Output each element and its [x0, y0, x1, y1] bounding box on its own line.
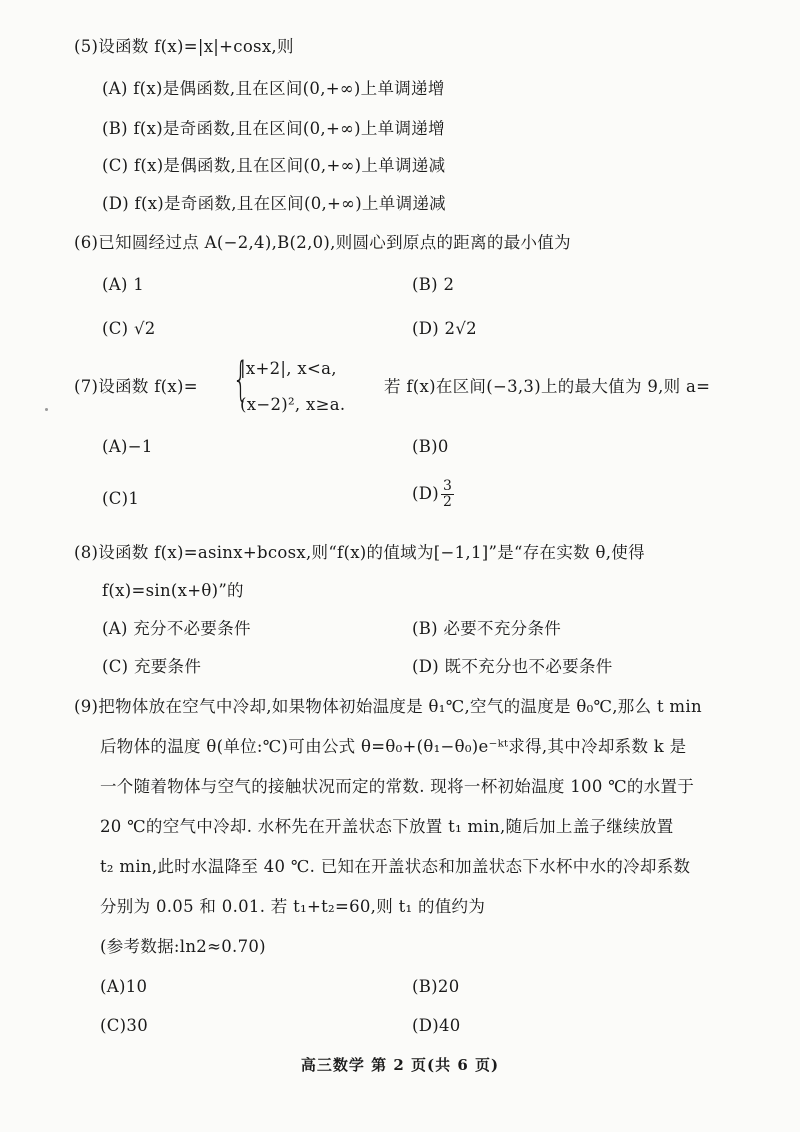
q7-case-1: |x+2|, x<a, — [240, 359, 337, 378]
q5-option-a: (A) f(x)是偶函数,且在区间(0,+∞)上单调递增 — [102, 79, 445, 98]
q9-option-a: (A)10 — [100, 977, 148, 996]
q9-line-1: (9)把物体放在空气中冷却,如果物体初始温度是 θ₁℃,空气的温度是 θ₀℃,那么 t min — [74, 697, 702, 716]
q9-line-2: 后物体的温度 θ(单位:℃)可由公式 θ=θ₀+(θ₁−θ₀)e⁻ᵏᵗ求得,其中冷却系数 k 是 — [100, 737, 687, 756]
q7-case-2: (x−2)², x≥a. — [240, 395, 346, 414]
q9-option-b: (B)20 — [412, 977, 460, 996]
q8-stem-line-1: (8)设函数 f(x)=asinx+bcosx,则“f(x)的值域为[−1,1]”是“存在实数 θ,使得 — [74, 543, 645, 562]
q6-stem: (6)已知圆经过点 A(−2,4),B(2,0),则圆心到原点的距离的最小值为 — [74, 233, 571, 252]
q7-option-b: (B)0 — [412, 437, 449, 456]
q5-option-c: (C) f(x)是偶函数,且在区间(0,+∞)上单调递减 — [102, 156, 446, 175]
page-footer: 高三数学 第 2 页(共 6 页) — [300, 1056, 500, 1074]
q6-option-a: (A) 1 — [102, 275, 145, 294]
q7-option-d-numerator: 3 — [443, 478, 453, 494]
q5-stem: (5)设函数 f(x)=|x|+cosx,则 — [74, 37, 294, 56]
q6-option-b: (B) 2 — [412, 275, 455, 294]
q8-option-d: (D) 既不充分也不必要条件 — [412, 657, 613, 676]
q7-option-d-fraction — [441, 479, 454, 510]
q7-option-d-label: (D) — [412, 484, 440, 503]
q5-option-d: (D) f(x)是奇函数,且在区间(0,+∞)上单调递减 — [102, 194, 446, 213]
q7-option-c: (C)1 — [102, 489, 140, 508]
q8-option-b: (B) 必要不充分条件 — [412, 619, 562, 638]
q6-option-d: (D) 2√2 — [412, 319, 477, 338]
q9-line-4: 20 ℃的空气中冷却. 水杯先在开盖状态下放置 t₁ min,随后加上盖子继续放置 — [100, 817, 674, 836]
q5-option-b: (B) f(x)是奇函数,且在区间(0,+∞)上单调递增 — [102, 119, 445, 138]
q9-option-d: (D)40 — [412, 1016, 461, 1035]
q7-option-a: (A)−1 — [102, 437, 153, 456]
q8-option-c: (C) 充要条件 — [102, 657, 202, 676]
q7-option-d — [412, 479, 454, 510]
q9-line-3: 一个随着物体与空气的接触状况而定的常数. 现将一杯初始温度 100 ℃的水置于 — [100, 777, 695, 796]
piecewise-brace: { — [232, 352, 249, 406]
q9-line-6: 分别为 0.05 和 0.01. 若 t₁+t₂=60,则 t₁ 的值约为 — [100, 897, 486, 916]
q9-option-c: (C)30 — [100, 1016, 148, 1035]
q6-option-c: (C) √2 — [102, 319, 156, 338]
scan-speck — [45, 408, 48, 411]
q7-option-d-denominator: 2 — [443, 494, 453, 510]
q9-line-5: t₂ min,此时水温降至 40 ℃. 已知在开盖状态和加盖状态下水杯中水的冷却系数 — [100, 857, 691, 876]
q7-stem-suffix: 若 f(x)在区间(−3,3)上的最大值为 9,则 a= — [384, 377, 711, 396]
q9-reference-data: (参考数据:ln2≈0.70) — [100, 937, 266, 956]
q8-option-a: (A) 充分不必要条件 — [102, 619, 251, 638]
q7-stem-prefix: (7)设函数 f(x)= — [74, 377, 198, 396]
q8-stem-line-2: f(x)=sin(x+θ)”的 — [102, 581, 244, 600]
